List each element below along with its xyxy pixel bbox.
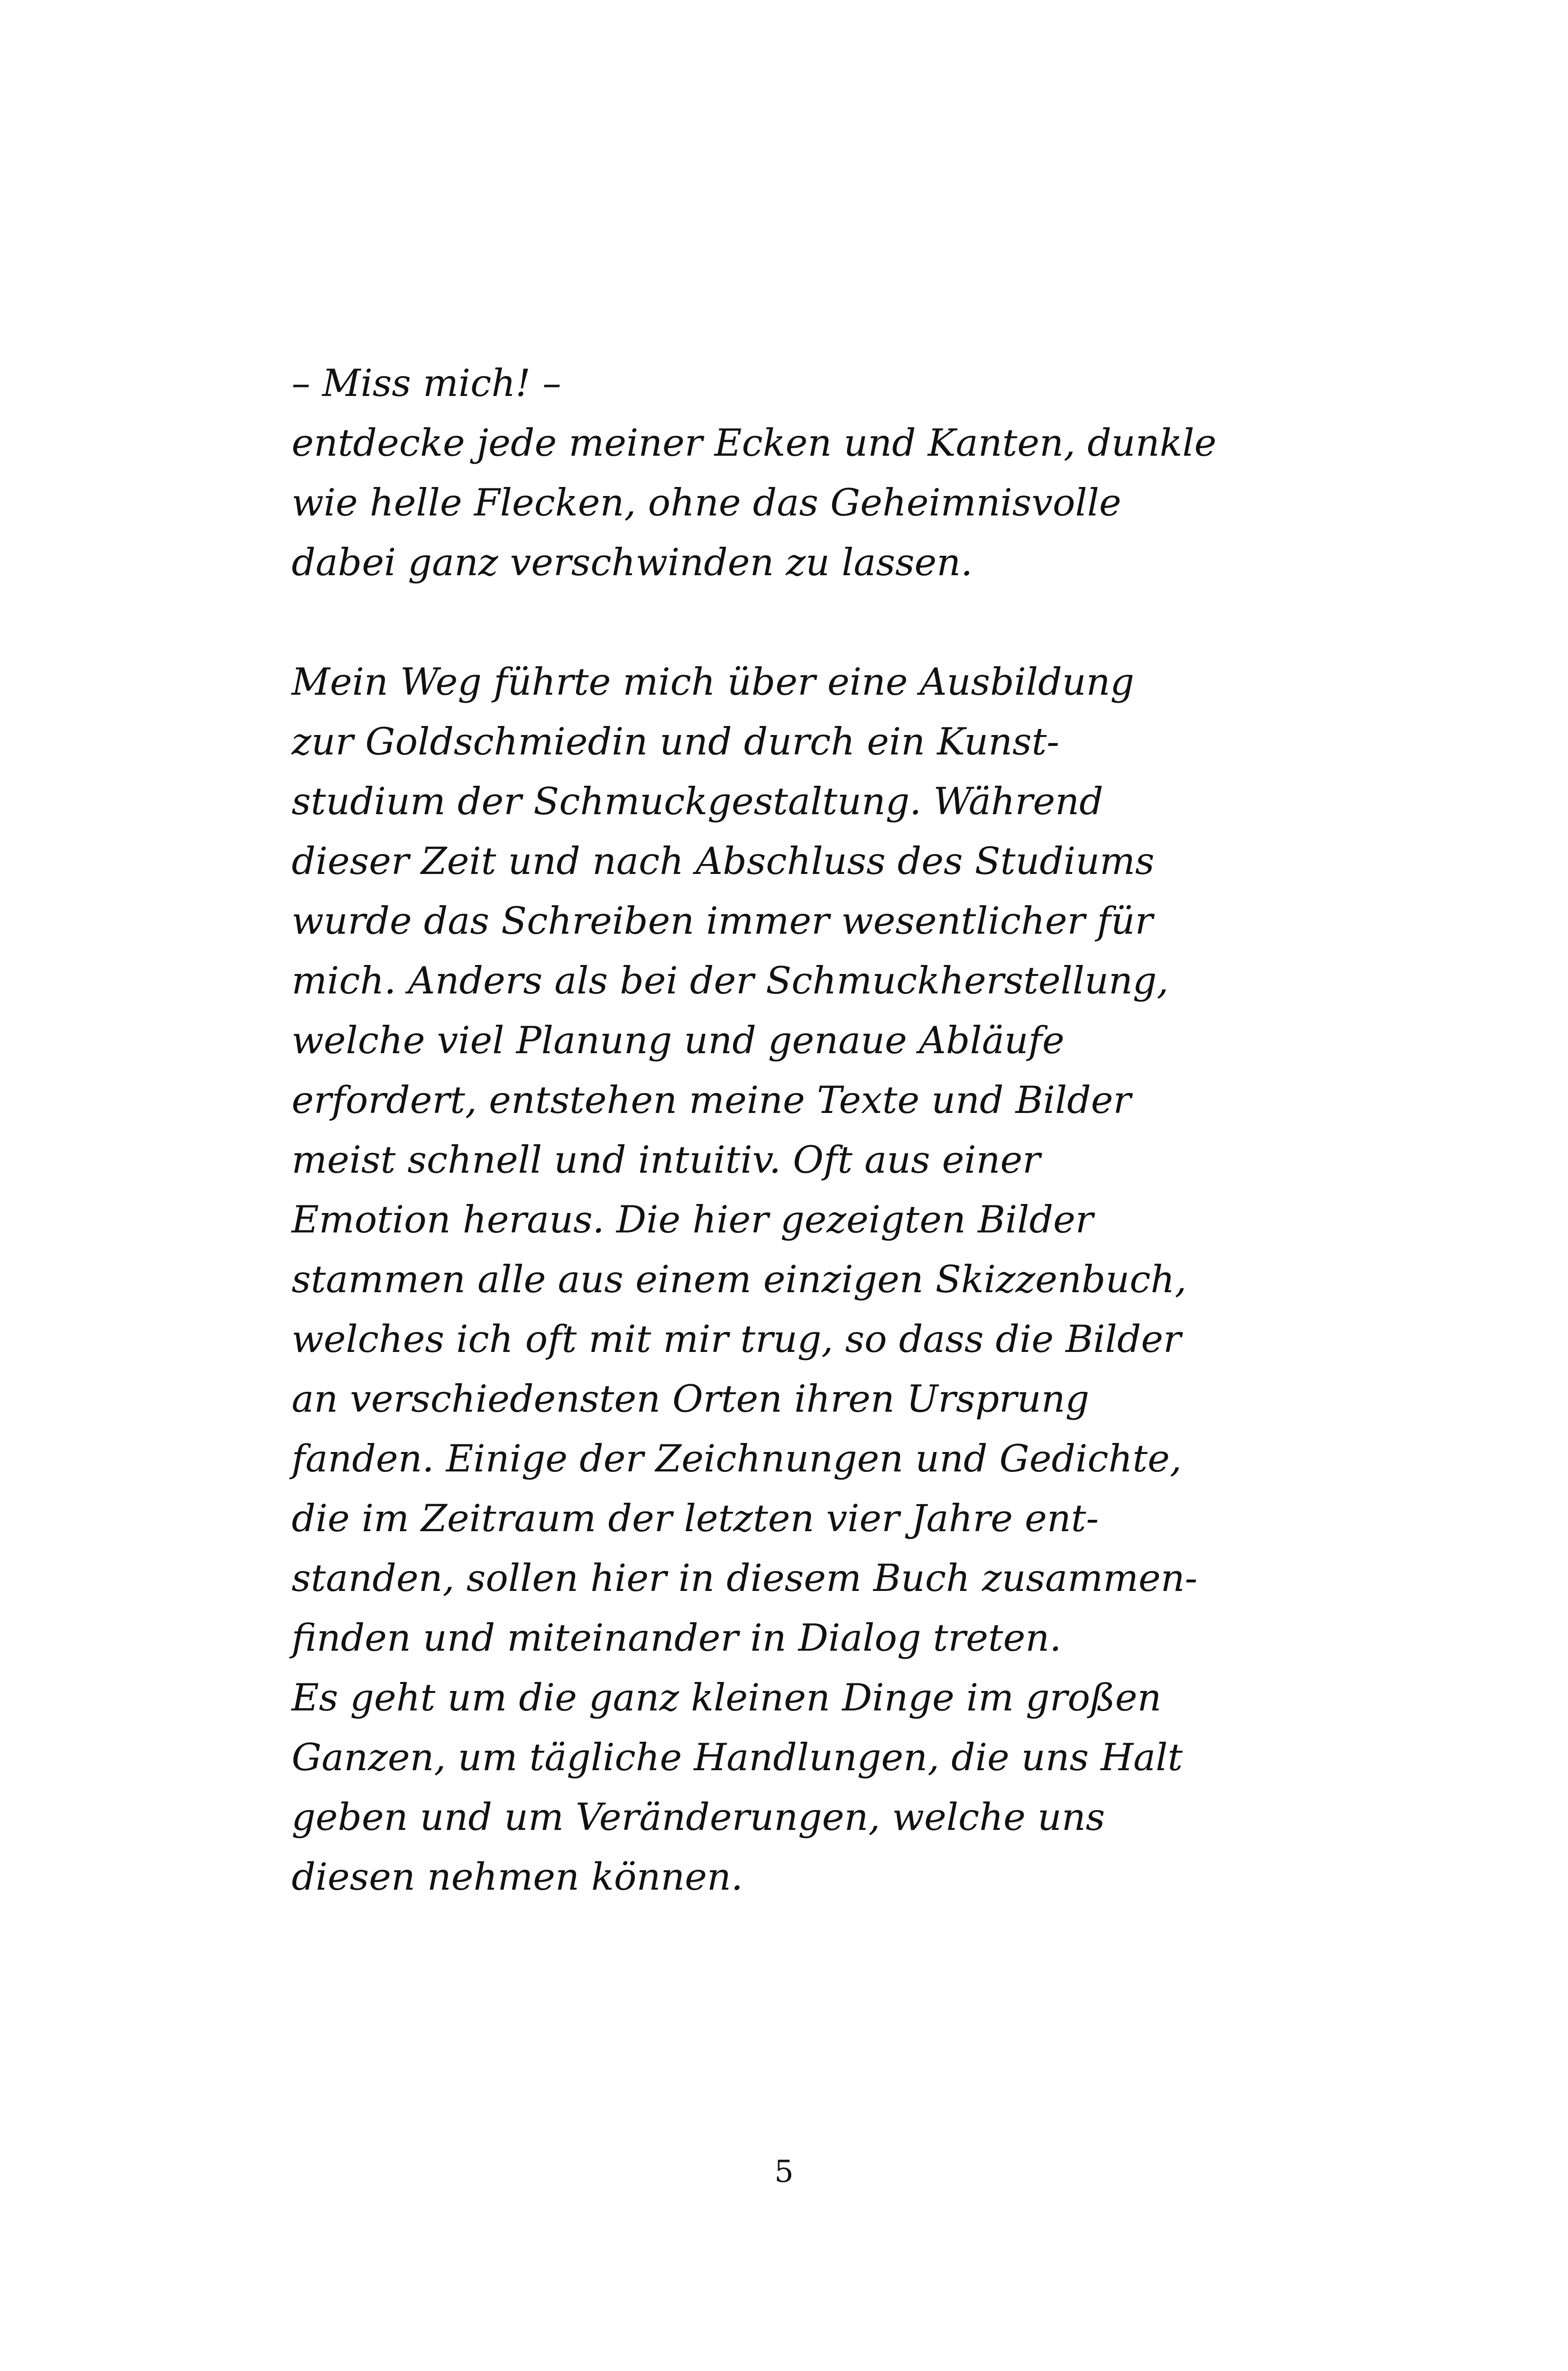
poem-line: wie helle Flecken, ohne das Geheimnisvolle — [292, 481, 1121, 524]
body-line: geben und um Veränderungen, welche uns — [292, 1795, 1105, 1839]
poem-line: dabei ganz verschwinden zu lassen. — [292, 541, 973, 584]
body-line: erfordert, entstehen meine Texte und Bilder — [292, 1078, 1131, 1122]
body-line: wurde das Schreiben immer wesentlicher für — [292, 899, 1153, 943]
body-line: welche viel Planung und genaue Abläufe — [292, 1019, 1064, 1062]
body-line: zur Goldschmiedin und durch ein Kunst- — [292, 720, 1060, 763]
body-line: diesen nehmen können. — [292, 1855, 743, 1899]
body-line: welches ich oft mit mir trug, so dass die Bilder — [292, 1317, 1182, 1361]
body-line: an verschiedensten Orten ihren Ursprung — [292, 1377, 1090, 1421]
body-line: meist schnell und intuitiv. Oft aus einer — [292, 1138, 1041, 1182]
body-line: standen, sollen hier in diesem Buch zusammen- — [292, 1556, 1198, 1600]
body-line: Mein Weg führte mich über eine Ausbildung — [292, 660, 1135, 704]
body-line: dieser Zeit und nach Abschluss des Studiums — [292, 839, 1155, 883]
body-line: Es geht um die ganz kleinen Dinge im großen — [292, 1676, 1162, 1719]
body-line: Ganzen, um tägliche Handlungen, die uns Halt — [292, 1736, 1183, 1779]
body-line: mich. Anders als bei der Schmuckherstellung, — [292, 959, 1169, 1002]
poem-line: – Miss mich! – — [292, 361, 561, 405]
body-line: Emotion heraus. Die hier gezeigten Bilder — [292, 1198, 1093, 1241]
body-line: finden und miteinander in Dialog treten. — [292, 1616, 1062, 1660]
body-line: studium der Schmuckgestaltung. Während — [292, 780, 1103, 823]
body-line: fanden. Einige der Zeichnungen und Gedichte, — [292, 1437, 1182, 1480]
poem-line: entdecke jede meiner Ecken und Kanten, dunkle — [292, 421, 1217, 465]
paragraph-gap — [292, 592, 1477, 652]
body-line: stammen alle aus einem einzigen Skizzenbuch, — [292, 1258, 1187, 1301]
page-text — [292, 353, 1477, 1907]
body-line: die im Zeitraum der letzten vier Jahre ent- — [292, 1497, 1099, 1540]
page-number: 5 — [774, 2154, 794, 2189]
